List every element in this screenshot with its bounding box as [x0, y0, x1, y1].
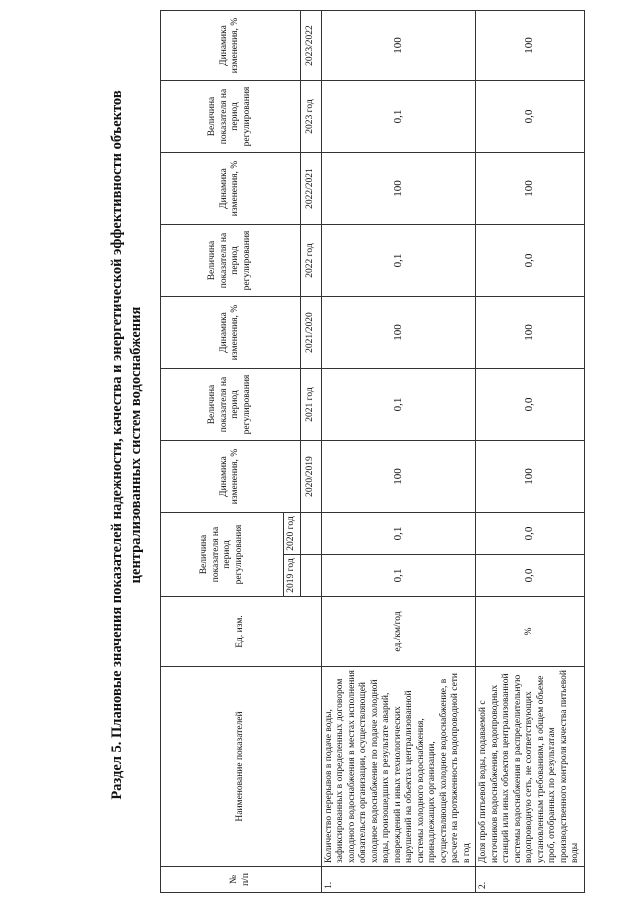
row-value-2022: 0,0	[476, 225, 585, 297]
row-dynamics-2020: 100	[476, 441, 585, 513]
row-unit: ед./км/год	[321, 597, 476, 667]
row-value-2021: 0,0	[476, 369, 585, 441]
row-name: Доля проб питьевой воды, подаваемой с источников водоснабжения, водопроводных станций или иных объектов централизованной системы водоснабжения в распределительную водопроводную сеть, не соответствующих установленным требованиям, в общем объеме проб, отобранных по результатам производственного контроля качества питьевой воды	[476, 667, 585, 867]
header-period-2022: 2022 год	[300, 225, 321, 297]
table-row	[321, 11, 476, 893]
section-title-text	[109, 90, 144, 799]
row-value-2020: 0,1	[321, 513, 476, 555]
row-value-2023: 0,0	[476, 81, 585, 153]
header-value-2021: Величина показателя на период регулирования	[161, 369, 301, 441]
header-dynamics-2021: Динамика изменения, %	[161, 297, 301, 369]
table-row	[476, 11, 585, 893]
header-year-2019: 2019 год	[284, 555, 301, 597]
header-name: Наименование показателей	[161, 667, 322, 867]
indicators-table	[160, 10, 585, 893]
header-unit: Ед. изм.	[161, 597, 322, 667]
header-value-2022: Величина показателя на период регулирования	[161, 225, 301, 297]
row-dynamics-2021: 100	[476, 297, 585, 369]
row-value-2020: 0,0	[476, 513, 585, 555]
row-unit: %	[476, 597, 585, 667]
row-name: Количество перерывов в подаче воды, зафиксированных в определенных договором холодного водоснабжения в местах исполнения обязательств организации, осуществляющей холодное водоснабжение по подаче холодной воды, произошедших в результате аварий, повреждений и иных технологических нарушений на объектах централизованной системы холодного водоснабжения, принадлежащих организации, осуществляющей холодное водоснабжение, в расчете на протяженность водопроводной сети в год	[321, 667, 476, 867]
header-blank-2019	[300, 555, 321, 597]
row-value-2019: 0,0	[476, 555, 585, 597]
row-dynamics-2022: 100	[476, 153, 585, 225]
header-dynamics-2022: Динамика изменения, %	[161, 153, 301, 225]
section-title	[108, 65, 146, 825]
header-period-2020-2019: 2020/2019	[300, 441, 321, 513]
section-title-prefix: Раздел 5.	[109, 741, 125, 800]
row-dynamics-2020: 100	[321, 441, 476, 513]
row-value-2022: 0,1	[321, 225, 476, 297]
header-period-2022-2021: 2022/2021	[300, 153, 321, 225]
header-period-2021: 2021 год	[300, 369, 321, 441]
row-num: 2.	[476, 867, 585, 893]
row-value-2019: 0,1	[321, 555, 476, 597]
header-num: № п/п	[161, 867, 322, 893]
header-dynamics-2020: Динамика изменения, %	[161, 441, 301, 513]
header-value-2019-2020: Величина показателя на период регулирования	[161, 513, 284, 597]
section-title-rest: Плановые значения показателей надежности, качества и энергетической эффективности объектов централизованных систем водоснабжения	[109, 90, 144, 742]
row-value-2021: 0,1	[321, 369, 476, 441]
row-num: 1.	[321, 867, 476, 893]
header-period-2023-2022: 2023/2022	[300, 11, 321, 81]
row-dynamics-2022: 100	[321, 153, 476, 225]
row-dynamics-2021: 100	[321, 297, 476, 369]
header-dynamics-2023: Динамика изменения, %	[161, 11, 301, 81]
row-dynamics-2023: 100	[476, 11, 585, 81]
header-blank-2020	[300, 513, 321, 555]
header-value-2023: Величина показателя на период регулирования	[161, 81, 301, 153]
row-dynamics-2023: 100	[321, 11, 476, 81]
header-period-2023: 2023 год	[300, 81, 321, 153]
row-value-2023: 0,1	[321, 81, 476, 153]
header-year-2020: 2020 год	[284, 513, 301, 555]
header-period-2021-2020: 2021/2020	[300, 297, 321, 369]
